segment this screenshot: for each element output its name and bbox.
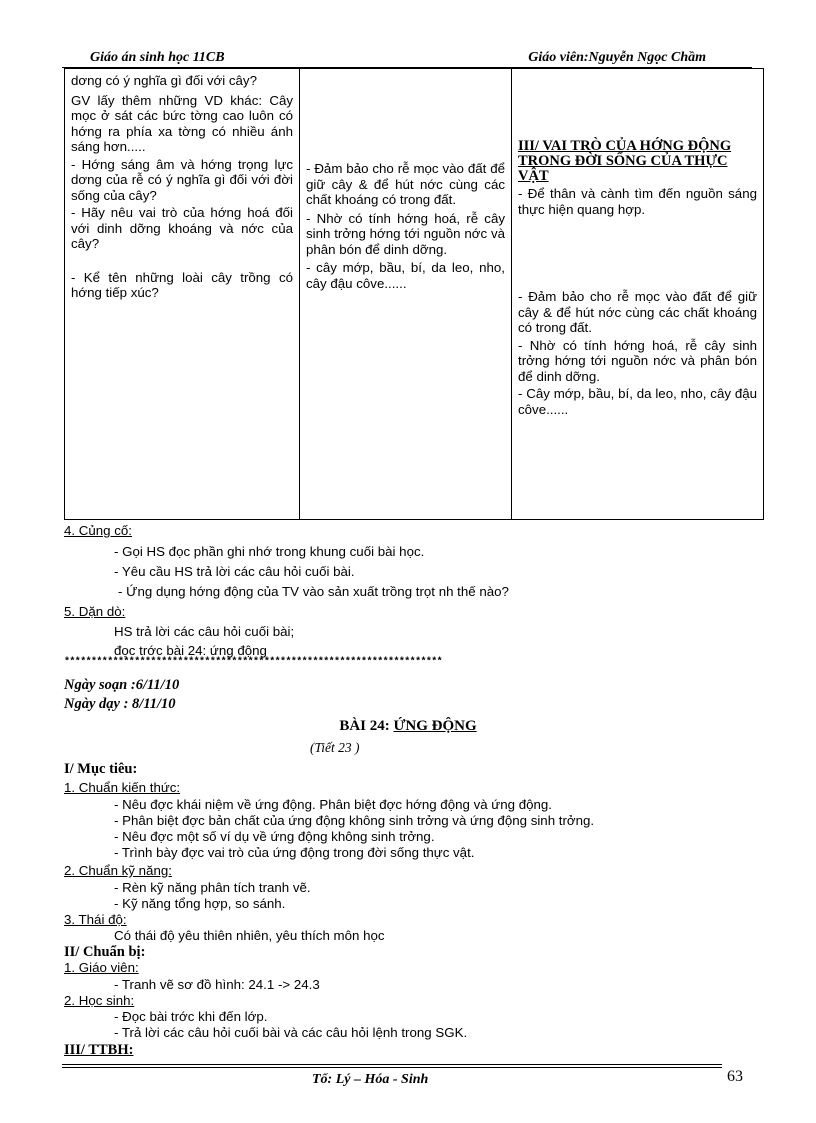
kienthuc-item: - Trình bày đợc vai trò của ứng động trong đời sống thực vật.: [114, 845, 475, 860]
thaido-item: Có thái độ yêu thiên nhiên, yêu thích môn học: [114, 928, 385, 943]
dando-item: HS trả lời các câu hỏi cuối bài;: [114, 624, 295, 639]
kienthuc-heading: 1. Chuẩn kiến thức:: [64, 780, 181, 795]
content-column: [512, 69, 764, 520]
table-paragraph: - Cây mớp, bầu, bí, da leo, nho, cây đậu côve......: [518, 386, 757, 417]
kynang-heading: 2. Chuẩn kỹ năng:: [64, 863, 172, 878]
table-paragraph: - Nhờ có tính hớng hoá, rễ cây sinh trởng hớng tới nguồn nớc và phân bón để dinh dỡng.: [518, 337, 757, 384]
kienthuc-item: - Nêu đợc một số ví dụ về ứng động không sinh trởng.: [114, 829, 435, 844]
lesson-table: [64, 68, 764, 520]
dando-item: đọc trớc bài 24: ứng động: [114, 643, 267, 658]
table-paragraph: - Hớng sáng âm và hớng trọng lực dơng của rễ có ý nghĩa gì đối với đời sống của cây?: [71, 156, 293, 203]
teacher-column: [65, 69, 300, 520]
table-paragraph: dơng có ý nghĩa gì đối với cây?: [71, 73, 257, 88]
table-paragraph: - Đảm bảo cho rễ mọc vào đất để giữ cây & để hút nớc cùng các chất khoáng có trong đất.: [306, 161, 505, 207]
section-title: III/ VAI TRÒ CỦA HỚNG ĐỘNG TRONG ĐỜI SỐNG CỦA THỰC VẬT: [518, 138, 732, 184]
lesson-title-main: ỨNG ĐỘNG: [393, 718, 477, 734]
lesson-title: [0, 718, 816, 735]
muctieu-heading: I/ Mục tiêu:: [64, 761, 138, 777]
kynang-item: - Kỹ năng tổng hợp, so sánh.: [114, 896, 286, 911]
ttbh-heading: III/ TTBH:: [64, 1042, 134, 1058]
header-right: Giáo viên:Nguyễn Ngọc Chầm: [528, 50, 706, 65]
kienthuc-item: - Nêu đợc khái niệm về ứng động. Phân biệt đợc hớng động và ứng động.: [114, 797, 552, 812]
kienthuc-item: - Phân biệt đợc bản chất của ứng động không sinh trởng và ứng động sinh trởng.: [114, 813, 595, 828]
table-paragraph: GV lấy thêm những VD khác: Cây mọc ở sát các bức tờng cao luôn có hớng ra phía xa tờng có nhiều ánh sáng hơn.....: [71, 92, 293, 154]
header-left: Giáo án sinh học 11CB: [90, 50, 225, 65]
footer-rule: [62, 1064, 722, 1065]
separator-stars: **********************************************************************: [64, 657, 443, 668]
footer-rule: [62, 1067, 722, 1068]
ngay-day: Ngày dạy : 8/11/10: [64, 696, 176, 712]
cungco-item: - Ứng dụng hớng động của TV vào sản xuất trồng trọt nh thế nào?: [118, 584, 509, 599]
table-paragraph: - cây mớp, bầu, bí, da leo, nho, cây đậu côve......: [306, 260, 505, 291]
table-paragraph: - Nhờ có tính hớng hoá, rễ cây sinh trởng hớng tới nguồn nớc và phân bón để dinh dỡng.: [306, 210, 505, 257]
lesson-title-prefix: BÀI 24:: [339, 718, 394, 734]
page-number: 63: [727, 1068, 743, 1085]
cungco-item: - Gọi HS đọc phần ghi nhớ trong khung cuối bài học.: [114, 544, 425, 559]
thaido-heading: 3. Thái độ:: [64, 912, 127, 927]
cungco-item: - Yêu cầu HS trả lời các câu hỏi cuối bài.: [114, 564, 355, 579]
hocsinh-item: - Đọc bài trớc khi đến lớp.: [114, 1009, 268, 1024]
ngay-soan: Ngày soạn :6/11/10: [64, 677, 180, 693]
giaovien-item: - Tranh vẽ sơ đồ hình: 24.1 -> 24.3: [114, 977, 320, 992]
table-paragraph: - Để thân và cành tìm đến nguồn sáng thực hiện quang hợp.: [518, 186, 757, 217]
chuanbi-heading: II/ Chuẩn bị:: [64, 944, 146, 960]
table-paragraph: - Đảm bảo cho rễ mọc vào đất để giữ cây & để hút nớc cùng các chất khoáng có trong đất.: [518, 289, 757, 335]
table-paragraph: - Hãy nêu vai trò của hớng hoá đối với dinh dỡng khoáng và nớc của cây?: [71, 205, 293, 251]
footer-text: Tổ: Lý – Hóa - Sinh: [312, 1072, 429, 1087]
cungco-heading: 4. Củng cố:: [64, 523, 133, 538]
student-column: [300, 69, 512, 520]
hocsinh-heading: 2. Học sinh:: [64, 993, 135, 1008]
dando-heading: 5. Dặn dò:: [64, 604, 126, 619]
giaovien-heading: 1. Giáo viên:: [64, 960, 139, 975]
lesson-period: (Tiết 23 ): [310, 740, 360, 755]
kynang-item: - Rèn kỹ năng phân tích tranh vẽ.: [114, 880, 311, 895]
table-paragraph: - Kể tên những loài cây trồng có hớng tiếp xúc?: [71, 269, 293, 300]
hocsinh-item: - Trả lời các câu hỏi cuối bài và các câu hỏi lệnh trong SGK.: [114, 1025, 468, 1040]
